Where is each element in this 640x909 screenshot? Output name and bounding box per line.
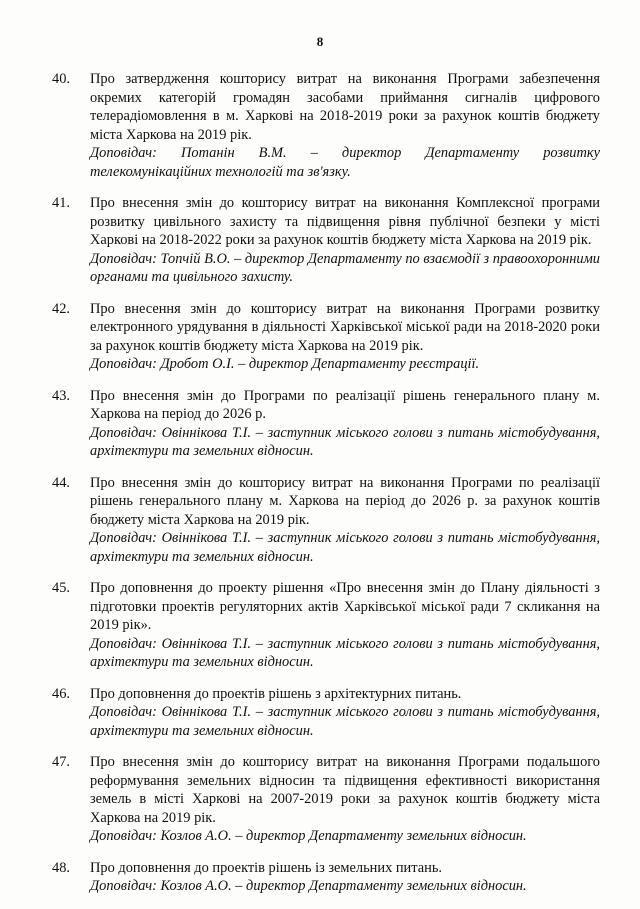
item-speaker: Доповідач: Потанін В.М. – директор Департаменту розвитку телекомунікаційних технологій та зв'язку. — [90, 145, 600, 180]
agenda-item-46 — [52, 685, 600, 741]
item-title: Про доповнення до проектів рішень з архітектурних питань. — [90, 685, 462, 702]
item-content — [90, 579, 600, 672]
item-title: Про внесення змін до кошторису витрат на виконання Програми по реалізації рішень генерального плану м. Харкова на період до 2026 р. за рахунок коштів бюджету міста Харкова на 2019 рік. — [90, 474, 600, 528]
item-title: Про доповнення до проектів рішень із земельних питань. — [90, 859, 442, 876]
item-content — [90, 387, 600, 461]
item-number: 47. — [52, 754, 70, 770]
item-number: 48. — [52, 859, 70, 876]
item-content — [90, 753, 600, 846]
item-number: 40. — [52, 71, 70, 87]
item-title: Про внесення змін до кошторису витрат на виконання Програми розвитку електронного урядування в діяльності Харківської міської ради на 2018-2020 роки за рахунок коштів бюджету міста Харкова на 2019 рік. — [90, 300, 600, 354]
agenda-item-43 — [52, 387, 600, 461]
agenda-item-47 — [52, 753, 600, 846]
item-content — [90, 685, 600, 741]
item-speaker: Доповідач: Козлов А.О. – директор Департаменту земельних відносин. — [90, 878, 527, 894]
agenda-item-42 — [52, 300, 600, 374]
item-content — [90, 300, 600, 374]
agenda-item-41 — [52, 194, 600, 287]
item-speaker: Доповідач: Овіннікова Т.І. – заступник міського голови з питань містобудування, архітектури та земельних відносин. — [90, 704, 600, 739]
item-number: 43. — [52, 387, 70, 404]
item-speaker: Доповідач: Дробот О.І. – директор Департаменту реєстрації. — [90, 356, 480, 372]
item-number: 45. — [52, 580, 70, 596]
item-title: Про внесення змін до кошторису витрат на виконання Програми подальшого реформування земельних відносин та підвищення ефективності використання земель в місті Харкові на 2007-2019 роки за рахунок коштів бюджету міста Харкова на 2019 рік. — [90, 754, 600, 826]
item-title: Про затвердження кошторису витрат на виконання Програми забезпечення окремих категорій громадян засобами приймання сигналів цифрового телерадіомовлення в м. Харкові на 2018-2019 роки за рахунок коштів бюджету міста Харкова на 2019 рік. — [90, 71, 600, 143]
item-speaker: Доповідач: Топчій В.О. – директор Департаменту по взаємодії з правоохоронними органами та цивільного захисту. — [90, 250, 600, 285]
agenda-list — [52, 70, 600, 909]
item-content — [90, 474, 600, 567]
item-content — [90, 859, 600, 896]
item-content — [90, 70, 600, 181]
item-title: Про внесення змін до Програми по реалізації рішень генерального плану м. Харкова на період до 2026 р. — [90, 387, 600, 422]
item-number: 46. — [52, 685, 70, 702]
item-title: Про внесення змін до кошторису витрат на виконання Комплексної програми розвитку цивільного захисту та підвищення рівня публічної безпеки у місті Харкові на 2018-2022 роки за рахунок коштів бюджету міста Харкова на 2019 рік. — [90, 195, 600, 248]
item-speaker: Доповідач: Козлов А.О. – директор Департаменту земельних відносин. — [90, 828, 527, 844]
agenda-item-44 — [52, 474, 600, 567]
agenda-item-40 — [52, 70, 600, 181]
item-title: Про доповнення до проекту рішення «Про внесення змін до Плану діяльності з підготовки проектів регуляторних актів Харківської міської ради 7 скликання на 2019 рік». — [90, 580, 600, 633]
item-number: 41. — [52, 195, 70, 211]
agenda-item-48 — [52, 859, 600, 896]
item-speaker: Доповідач: Овіннікова Т.І. – заступник міського голови з питань містобудування, архітектури та земельних відносин. — [90, 530, 600, 565]
item-speaker: Доповідач: Овіннікова Т.І. – заступник міського голови з питань містобудування, архітектури та земельних відносин. — [90, 635, 600, 670]
item-content — [90, 194, 600, 287]
page-number: 8 — [316, 34, 324, 49]
item-number: 44. — [52, 474, 70, 491]
item-speaker: Доповідач: Овіннікова Т.І. – заступник міського голови з питань містобудування, архітектури та земельних відносин. — [90, 424, 600, 459]
item-number: 42. — [52, 300, 70, 317]
agenda-item-45 — [52, 579, 600, 672]
